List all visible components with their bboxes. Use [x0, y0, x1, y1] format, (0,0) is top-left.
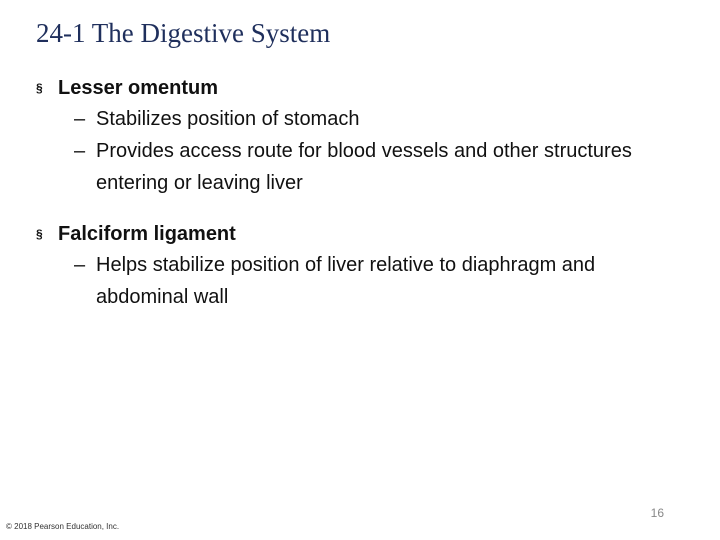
dash-marker-icon: – — [74, 254, 86, 276]
bullet-heading: Lesser omentum — [58, 77, 219, 99]
dash-marker-icon: – — [74, 108, 86, 130]
sub-point — [74, 135, 686, 199]
sub-point-text: Provides access route for blood vessels and other structures entering or leaving liver — [96, 140, 632, 194]
sub-point — [74, 103, 686, 135]
bullet-marker-icon: § — [36, 227, 43, 241]
slide-title: 24-1 The Digestive System — [36, 18, 331, 48]
sub-point-text: Stabilizes position of stomach — [96, 108, 360, 130]
bullet-heading: Falciform ligament — [58, 223, 236, 245]
dash-marker-icon: – — [74, 140, 86, 162]
copyright-notice: © 2018 Pearson Education, Inc. — [6, 522, 120, 531]
section-lesser-omentum — [36, 75, 686, 199]
bullet-falciform-ligament — [36, 221, 686, 247]
sub-point — [74, 249, 686, 313]
sub-point-text: Helps stabilize position of liver relative to diaphragm and abdominal wall — [96, 254, 596, 308]
bullet-lesser-omentum — [36, 75, 686, 101]
section-falciform-ligament — [36, 221, 686, 313]
slide-body — [36, 75, 686, 335]
page-number: 16 — [650, 506, 664, 520]
bullet-marker-icon: § — [36, 81, 43, 95]
